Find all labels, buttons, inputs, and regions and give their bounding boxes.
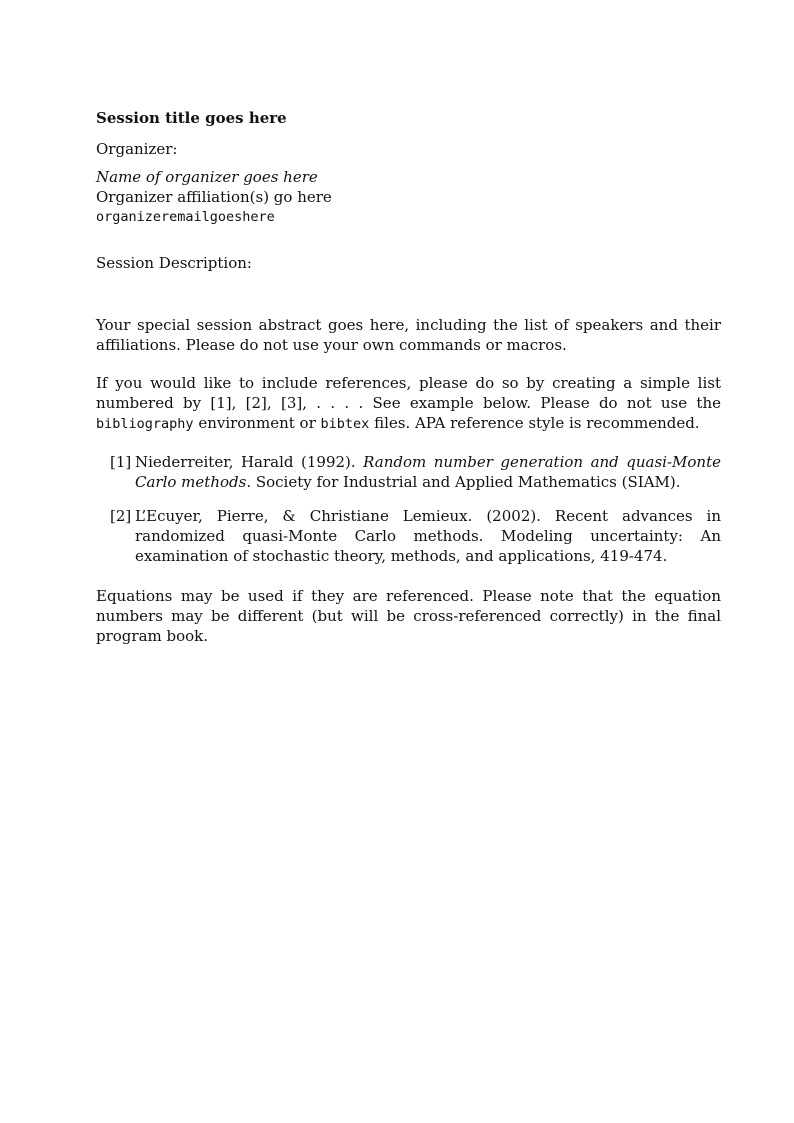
session-description-label: Session Description:	[96, 254, 252, 272]
organizer-affiliation: Organizer affiliation(s) go here	[96, 188, 332, 206]
organizer-label: Organizer:	[96, 140, 178, 158]
reference-item	[96, 506, 721, 566]
refs-intro-text-1: If you would like to include references, please do so by creating a simple list numbered by [1], [2], [3], . . . . See example below. Please do not use the	[96, 374, 721, 412]
refs-intro-text-3: files. APA reference style is recommended.	[369, 414, 700, 432]
bibtex-code: bibtex	[320, 416, 370, 432]
reference-title: Random number generation and quasi-Monte Carlo methods	[135, 453, 721, 491]
reference-text: L’Ecuyer, Pierre, & Christiane Lemieux. (2002). Recent advances in randomized quasi-Monte Carlo methods. Modeling uncertainty: An examination of stochastic theory, methods, and applications, 419-474.	[135, 507, 721, 565]
organizer-name: Name of organizer goes here	[96, 168, 318, 186]
reference-publisher: . Society for Industrial and Applied Mathematics (SIAM).	[246, 473, 681, 491]
document-page	[96, 108, 721, 646]
reference-list	[96, 452, 721, 566]
abstract-paragraph: Your special session abstract goes here, including the list of speakers and their affiliations. Please do not use your own commands or macros.	[96, 316, 721, 354]
bibliography-code: bibliography	[96, 416, 194, 432]
organizer-email: organizeremailgoeshere	[96, 209, 275, 225]
reference-item	[96, 452, 721, 492]
references-instructions-paragraph	[96, 373, 721, 434]
session-title: Session title goes here	[96, 109, 287, 127]
equations-paragraph: Equations may be used if they are referenced. Please note that the equation numbers may be different (but will be cross-referenced correctly) in the final program book.	[96, 587, 721, 645]
reference-number: [2]	[110, 507, 132, 525]
reference-authors: Niederreiter, Harald (1992).	[135, 453, 364, 471]
organizer-block	[96, 167, 721, 227]
reference-number: [1]	[110, 453, 132, 471]
refs-intro-text-2: environment or	[193, 414, 321, 432]
